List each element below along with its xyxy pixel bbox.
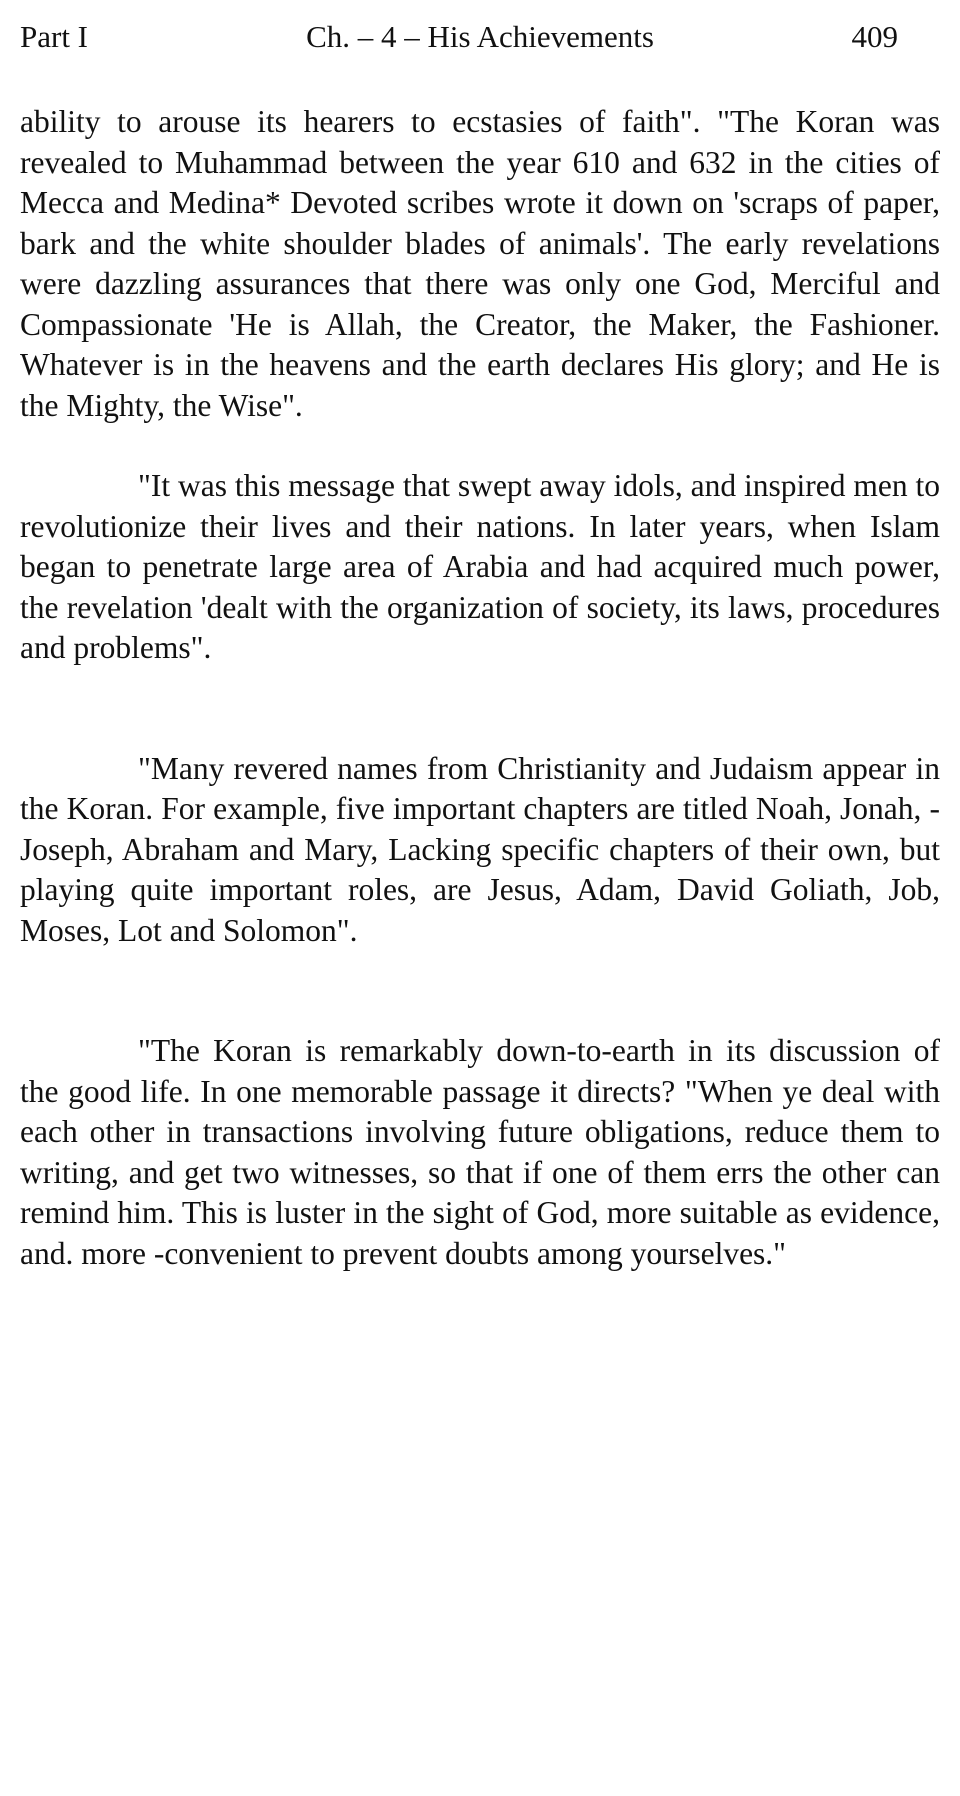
running-header [20,8,940,66]
page-number: 409 [851,19,898,54]
paragraph-3: "Many revered names from Christianity and Judaism appear in the Koran. For example, five important chapters are titled Noah, Jonah, -Joseph, Abraham and Mary, Lacking specific chapters of their own, but playing quite important roles, are Jesus, Adam, David Goliath, Job, Moses, Lot and Solomon". [20,750,940,948]
chapter-title: Ch. – 4 – His Achievements [306,19,654,54]
paragraph-4: "The Koran is remarkably down-to-earth in its discussion of the good life. In one memorable passage it directs? "When ye deal with each other in transactions involving future obligations, reduce them to writing, and get two witnesses, so that if one of them errs the other can remind him. This is luster in the sight of God, more suitable as evidence, and. more -convenient to prevent doubts among yourselves." [20,1033,940,1271]
part-label: Part I [20,19,89,54]
body-text [20,102,940,1274]
paragraph-1: ability to arouse its hearers to ecstasies of faith". "The Koran was revealed to Muhammad between the year 610 and 632 in the cities of Mecca and Medina* Devoted scribes wrote it down on 'scraps of paper, bark and the white shoulder blades of animals'. The early revelations were dazzling assurances that there was only one God, Merciful and Compassionate 'He is Allah, the Creator, the Maker, the Fashioner. Whatever is in the heavens and the earth declares His glory; and He is the Mighty, the Wise". [20,104,940,423]
paragraph-2: "It was this message that swept away idols, and inspired men to revolutionize their lives and their nations. In later years, when Islam began to penetrate large area of Arabia and had acquired much power, the revelation 'dealt with the organization of society, its laws, procedures and problems". [20,468,940,665]
